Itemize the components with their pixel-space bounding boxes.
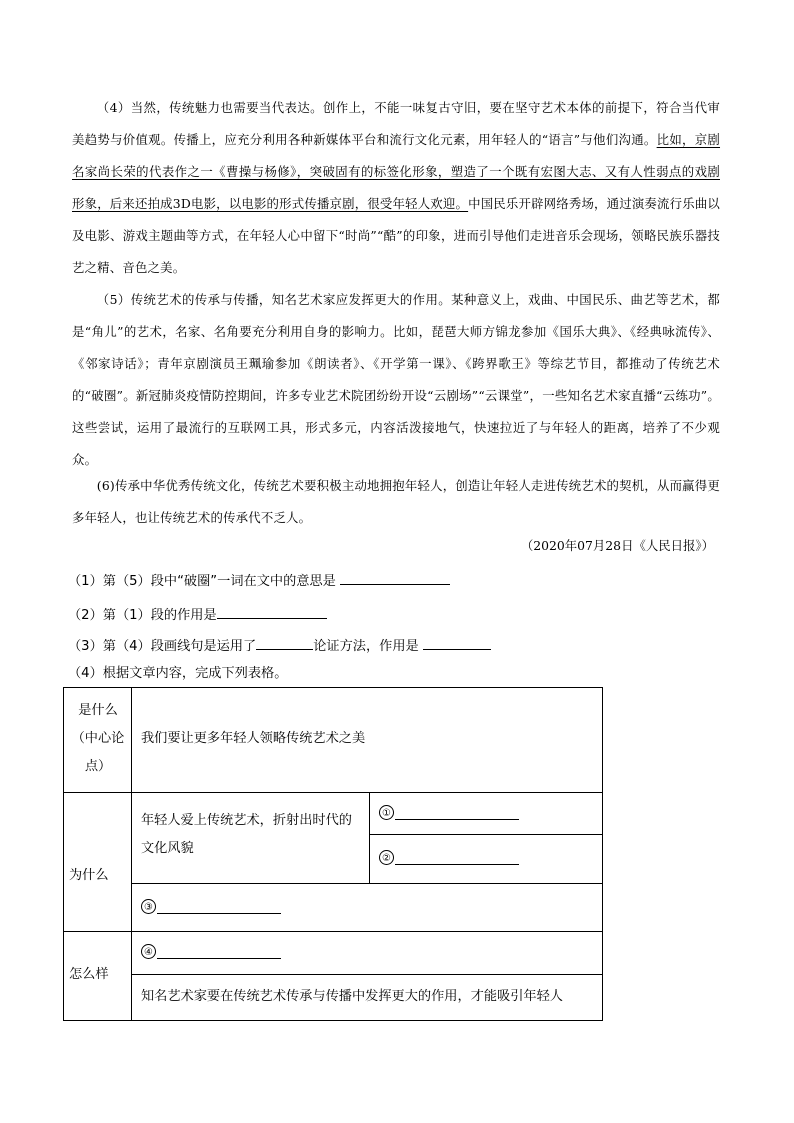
answer-blank-table-2[interactable] [395, 850, 519, 865]
article-source: （2020年07月28日《人民日报》） [520, 538, 714, 553]
underlined-example-sentence: 比如，京剧名家尚长荣的代表作之一《曹操与杨修》，突破固有的标签化形象，塑造了一个既有宏图大志、又有人性弱点的戏剧形象，后来还拍成3D电影，以电影的形式传播京剧，很受年轻人欢迎。 [72, 132, 721, 211]
paragraph-4 [72, 92, 720, 284]
table-blank-2: ② [379, 844, 519, 872]
table-border-top [63, 687, 603, 688]
question-4: （4）根据文章内容，完成下列表格。 [68, 666, 288, 681]
table-inner-divider [131, 883, 603, 884]
answer-blank-table-4[interactable] [157, 944, 281, 959]
question-2: （2）第（1）段的作用是 [68, 603, 327, 626]
table-label-why: 为什么 [69, 868, 109, 883]
table-how-value: 知名艺术家要在传统艺术传承与传播中发挥更大的作用，才能吸引年轻人 [141, 989, 563, 1004]
answer-blank-1[interactable] [340, 569, 450, 585]
answer-blank-2[interactable] [217, 603, 327, 619]
question-1: （1）第（5）段中“破圈”一词在文中的意思是 [68, 569, 450, 592]
answer-blank-3a[interactable] [256, 634, 313, 650]
table-row-divider [63, 931, 603, 932]
table-border-left [63, 687, 64, 1021]
question-3: （3）第（4）段画线句是运用了 论证方法，作用是 [68, 634, 491, 657]
table-blank-4: ④ [141, 938, 281, 966]
paragraph-5: （5）传统艺术的传承与传播，知名艺术家应发挥更大的作用。某种意义上，戏曲、中国民乐、曲艺等艺术，都是“角儿”的艺术，名家、名角要充分利用自身的影响力。比如，琵琶大师方锦龙参加《国乐大典》、《经典咏流传》、《邻家诗话》；青年京剧演员王珮瑜参加《朗读者》、《开学第一课》、《跨界歌王》等综艺节目，都推动了传统艺术的“破圈”。新冠肺炎疫情防控期间，许多专业艺术院团纷纷开设“云剧场”“云课堂”，一些知名艺术家直播“云练功”。这些尝试，运用了最流行的互联网工具，形式多元，内容活泼接地气，快速拉近了与年轻人的距离，培养了不少观众。 [72, 292, 720, 467]
table-col-divider [131, 687, 132, 1021]
table-border-right [602, 687, 603, 1021]
answer-blank-table-1[interactable] [395, 805, 519, 820]
paragraph-4-rest: 中国民乐开辟网络秀场，通过演奏流行乐曲以及电影、游戏主题曲等方式，在年轻人心中留下“时尚”“酷”的印象，进而引导他们走进音乐会现场，领略民族乐器技艺之精、音色之美。 [72, 196, 721, 275]
table-why-reason: 年轻人爱上传统艺术，折射出时代的文化风貌 [141, 813, 352, 856]
table-blank-3: ③ [141, 893, 281, 921]
answer-blank-3b[interactable] [423, 634, 491, 650]
table-label-how: 怎么样 [69, 967, 109, 982]
table-blank-1: ① [379, 799, 519, 827]
table-border-bottom [63, 1020, 603, 1021]
table-inner-divider [369, 834, 603, 835]
table-inner-divider [131, 974, 603, 975]
answer-blank-table-3[interactable] [157, 899, 281, 914]
table-row-divider [63, 792, 603, 793]
answer-table [63, 687, 603, 1021]
table-central-argument: 我们要让更多年轻人领略传统艺术之美 [141, 731, 366, 746]
paragraph-6: (6)传承中华优秀传统文化，传统艺术要积极主动地拥抱年轻人，创造让年轻人走进传统艺术的契机，从而赢得更多年轻人，也让传统艺术的传承代不乏人。 [72, 478, 720, 525]
table-label-what: 是什么（中心论点） [71, 703, 125, 774]
table-inner-col-divider [369, 792, 370, 883]
paragraph-4-intro: （4）当然，传统魅力也需要当代表达。创作上，不能一味复古守旧，要在坚守艺术本体的前提下，符合当代审美趋势与价值观。传播上，应充分利用各种新媒体平台和流行文化元素，用年轻人的“语言”与他们沟通。 [72, 100, 720, 147]
